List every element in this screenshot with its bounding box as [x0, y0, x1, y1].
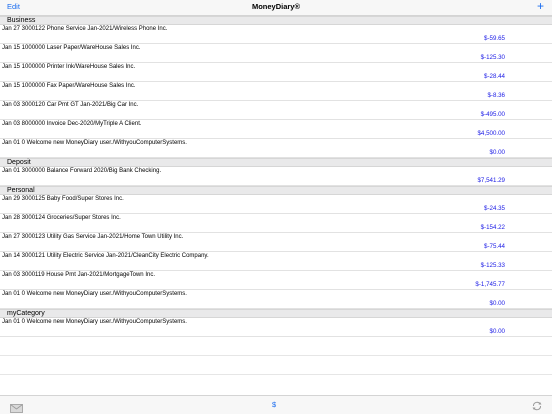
transaction-description: Jan 27 3000122 Phone Service Jan-2021/Wireless Phone Inc. [2, 26, 168, 32]
transaction-amount: $0.00 [489, 300, 505, 307]
transaction-amount: $-125.33 [480, 262, 505, 269]
mail-icon[interactable] [10, 400, 23, 409]
transaction-amount: $0.00 [489, 328, 505, 335]
sync-icon[interactable] [531, 399, 543, 411]
bottom-toolbar [0, 395, 552, 414]
transaction-row[interactable] [0, 63, 552, 82]
transaction-description: Jan 01 3000000 Balance Forward 2020/Big Bank Checking. [2, 168, 162, 174]
transaction-row[interactable] [0, 101, 552, 120]
transaction-row[interactable] [0, 290, 552, 309]
transaction-amount: $-8.36 [487, 92, 505, 99]
transaction-amount: $0.00 [489, 149, 505, 156]
transaction-row[interactable] [0, 318, 552, 337]
transaction-amount: $-28.44 [484, 73, 505, 80]
empty-row [0, 337, 552, 356]
transaction-description: Jan 03 8000000 Invoice Dec-2020/MyTriple A Client. [2, 121, 142, 127]
currency-button[interactable]: $ [272, 400, 277, 409]
transaction-row[interactable] [0, 82, 552, 101]
transaction-description: Jan 01 0 Welcome new MoneyDiary user./WithyouComputerSystems. [2, 140, 187, 146]
transaction-description: Jan 15 1000000 Printer Ink/WareHouse Sales Inc. [2, 64, 136, 70]
add-transaction-button[interactable]: + [536, 0, 544, 13]
transaction-description: Jan 27 3000123 Utility Gas Service Jan-2021/Home Town Utility Inc. [2, 234, 184, 240]
transaction-description: Jan 03 3000120 Car Pmt GT Jan-2021/Big Car Inc. [2, 102, 139, 108]
transaction-list [0, 16, 552, 375]
transaction-row[interactable] [0, 195, 552, 214]
section-header-personal: Personal [0, 186, 552, 195]
transaction-description: Jan 01 0 Welcome new MoneyDiary user./WithyouComputerSystems. [2, 291, 187, 297]
transaction-amount: $-154.22 [480, 224, 505, 231]
transaction-row[interactable] [0, 271, 552, 290]
transaction-row[interactable] [0, 139, 552, 158]
transaction-description: Jan 01 0 Welcome new MoneyDiary user./WithyouComputerSystems. [2, 319, 187, 325]
transaction-amount: $-59.65 [484, 35, 505, 42]
transaction-row[interactable] [0, 44, 552, 63]
transaction-row[interactable] [0, 214, 552, 233]
transaction-amount: $-125.30 [480, 54, 505, 61]
transaction-row[interactable] [0, 120, 552, 139]
navigation-bar [0, 0, 552, 16]
transaction-amount: $4,500.00 [477, 130, 505, 137]
transaction-description: Jan 15 1000000 Laser Paper/WareHouse Sales Inc. [2, 45, 141, 51]
section-header-business: Business [0, 16, 552, 25]
empty-row [0, 356, 552, 375]
transaction-amount: $-24.35 [484, 205, 505, 212]
transaction-description: Jan 03 3000119 House Pmt Jan-2021/MortgageTown Inc. [2, 272, 155, 278]
transaction-amount: $-495.00 [480, 111, 505, 118]
transaction-row[interactable] [0, 167, 552, 186]
transaction-row[interactable] [0, 25, 552, 44]
transaction-description: Jan 28 3000124 Groceries/Super Stores Inc. [2, 215, 121, 221]
transaction-description: Jan 15 1000000 Fax Paper/WareHouse Sales Inc. [2, 83, 136, 89]
transaction-amount: $7,541.29 [477, 177, 505, 184]
transaction-row[interactable] [0, 252, 552, 271]
section-header-mycategory: myCategory [0, 309, 552, 318]
transaction-row[interactable] [0, 233, 552, 252]
edit-button[interactable]: Edit [7, 2, 20, 11]
section-header-deposit: Deposit [0, 158, 552, 167]
transaction-amount: $-1,745.77 [475, 281, 505, 288]
transaction-description: Jan 14 3000121 Utility Electric Service Jan-2021/CleanCity Electric Company. [2, 253, 209, 259]
transaction-amount: $-75.44 [484, 243, 505, 250]
transaction-description: Jan 29 3000125 Baby Food/Super Stores Inc. [2, 196, 124, 202]
app-title: MoneyDiary® [251, 2, 301, 11]
